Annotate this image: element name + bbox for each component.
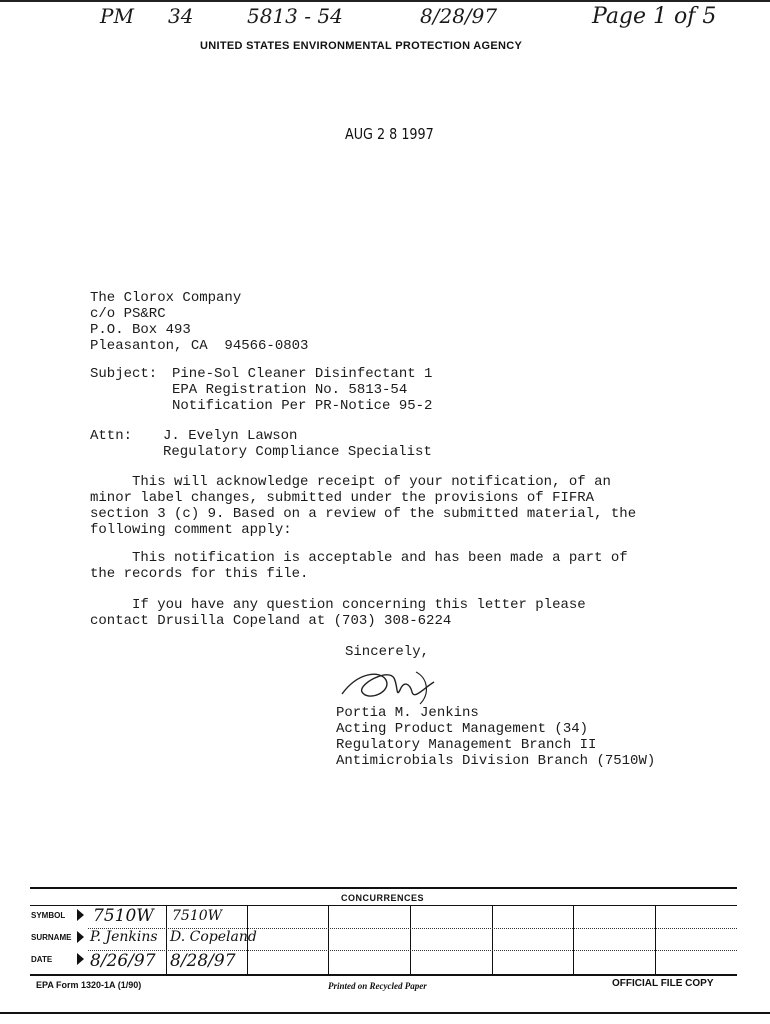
- bottom-border: [0, 1012, 770, 1014]
- body-line: This notification is acceptable and has been made a part of: [90, 550, 628, 566]
- row-label-symbol: SYMBOL: [31, 911, 66, 920]
- subject-line: EPA Registration No. 5813-54: [172, 382, 408, 398]
- body-line: following comment apply:: [90, 522, 292, 538]
- handwritten-date: 8/28/97: [420, 4, 498, 28]
- row-label-date: DATE: [31, 955, 53, 964]
- date-entry: 8/26/97: [90, 951, 156, 971]
- date-stamp: AUG 2 8 1997: [345, 125, 434, 143]
- form-column-divider: [655, 905, 656, 974]
- row-arrow-markers: [76, 907, 86, 973]
- signer-name: Portia M. Jenkins: [336, 705, 479, 721]
- body-line: the records for this file.: [90, 566, 309, 582]
- address-line: c/o PS&RC: [90, 306, 166, 322]
- handwritten-division-number: 34: [168, 4, 194, 28]
- form-column-divider: [166, 905, 167, 974]
- signer-title: Regulatory Management Branch II: [336, 737, 597, 753]
- body-line: contact Drusilla Copeland at (703) 308-6224: [90, 613, 452, 629]
- handwritten-page-count: Page 1 of 5: [592, 4, 717, 29]
- form-bottom-rule: [30, 974, 737, 976]
- subject-line: Pine-Sol Cleaner Disinfectant 1: [172, 366, 433, 382]
- signer-title: Acting Product Management (34): [336, 721, 589, 737]
- signer-title: Antimicrobials Division Branch (7510W): [336, 753, 656, 769]
- form-top-rule: [30, 887, 737, 889]
- subject-label: Subject:: [90, 366, 158, 382]
- address-line: The Clorox Company: [90, 290, 242, 306]
- concurrences-title: CONCURRENCES: [341, 893, 425, 903]
- signature-scribble: [338, 664, 438, 708]
- attn-lines: [163, 428, 432, 460]
- body-paragraph-2: [90, 550, 628, 582]
- surname-entry: D. Copeland: [170, 929, 257, 945]
- body-line: minor label changes, submitted under the provisions of FIFRA: [90, 490, 595, 506]
- form-column-divider: [573, 905, 574, 974]
- form-number: EPA Form 1320-1A (1/90): [36, 980, 142, 990]
- body-line: This will acknowledge receipt of your notification, of an: [90, 474, 611, 490]
- surname-entry: P. Jenkins: [90, 929, 158, 945]
- symbol-entry: 7510W: [93, 906, 154, 926]
- address-line: Pleasanton, CA 94566-0803: [90, 338, 309, 354]
- recycled-paper-note: Printed on Recycled Paper: [328, 981, 427, 991]
- attn-line: Regulatory Compliance Specialist: [163, 444, 432, 460]
- agency-heading: UNITED STATES ENVIRONMENTAL PROTECTION AGENCY: [200, 40, 523, 52]
- address-line: P.O. Box 493: [90, 322, 191, 338]
- attn-line: J. Evelyn Lawson: [163, 428, 298, 444]
- address-block: [90, 290, 308, 354]
- body-line: section 3 (c) 9. Based on a review of the submitted material, the: [90, 506, 637, 522]
- signature-block: [336, 705, 655, 769]
- handwritten-pm: PM: [100, 4, 134, 28]
- body-paragraph-1: [90, 474, 636, 538]
- body-line: If you have any question concerning this letter please: [90, 597, 586, 613]
- handwritten-registration: 5813 - 54: [247, 4, 343, 28]
- form-column-divider: [328, 905, 329, 974]
- top-border: [0, 0, 770, 2]
- official-file-copy: OFFICIAL FILE COPY: [612, 978, 714, 989]
- form-column-divider: [492, 905, 493, 974]
- subject-line: Notification Per PR-Notice 95-2: [172, 398, 433, 414]
- symbol-entry: 7510W: [172, 908, 223, 924]
- body-paragraph-3: [90, 597, 586, 629]
- date-entry: 8/28/97: [170, 951, 236, 971]
- attn-label: Attn:: [90, 428, 133, 444]
- row-label-surname: SURNAME: [31, 933, 72, 942]
- closing-salutation: Sincerely,: [345, 644, 430, 660]
- form-column-divider: [410, 905, 411, 974]
- subject-lines: [172, 366, 432, 414]
